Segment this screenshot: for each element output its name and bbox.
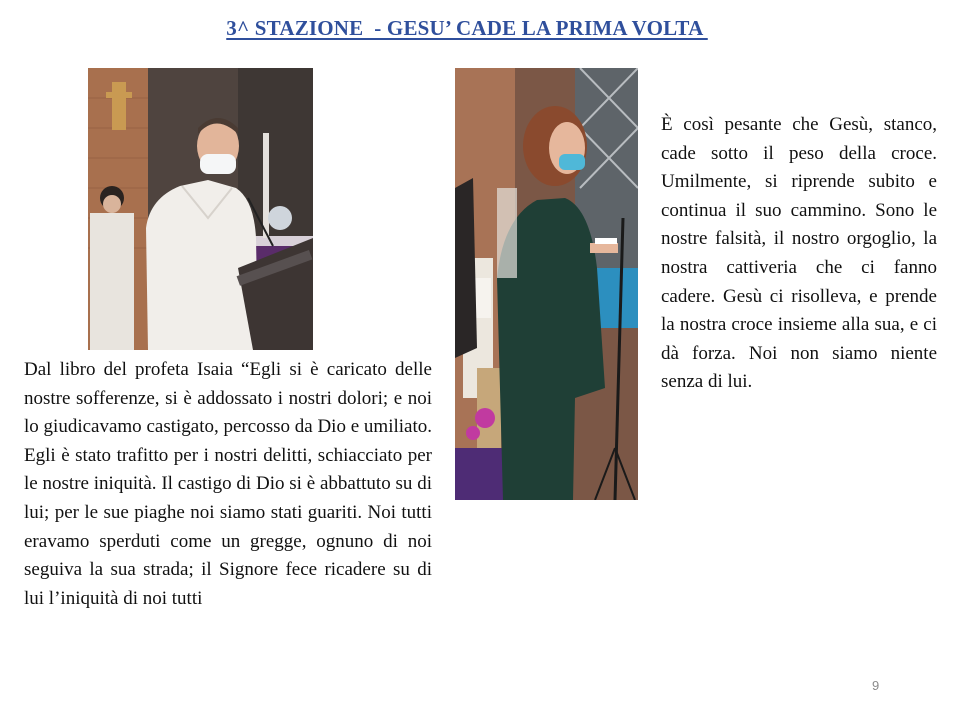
page-number: 9 bbox=[872, 678, 880, 693]
slide-title bbox=[0, 16, 934, 41]
photo-celebrant-reading bbox=[88, 68, 313, 350]
slide-title-text: 3^ STAZIONE - GESU’ CADE LA PRIMA VOLTA bbox=[226, 16, 708, 40]
scripture-reading-text: Dal libro del profeta Isaia “Egli si è caricato delle nostre sofferenze, si è addossato i nostri dolori; e noi lo giudicavamo castigato, percosso da Dio e umiliato. Egli è stato trafitto per i nostri delitti, schiacciato per le nostre iniquità. Il castigo di Dio si è abbattuto su di lui; per le sue piaghe noi siamo stati guariti. Noi tutti eravamo sperduti come un gregge, ognuno di noi seguiva la sua strada; il Signore fece ricadere su di lui l’iniquità di noi tutti bbox=[24, 359, 432, 609]
reflection-text: È così pesante che Gesù, stanco, cade sotto il peso della croce. Umilmente, si riprende subito e continua il suo cammino. Sono le nostre falsità, il nostro orgoglio, la nostra cattiveria che ci fanno cadere. Gesù ci risolleva, e prende la nostra croce insieme alla sua, e ci dà forza. Noi non siamo niente senza di lui. bbox=[661, 114, 937, 393]
photo-reader-woman bbox=[455, 68, 638, 500]
